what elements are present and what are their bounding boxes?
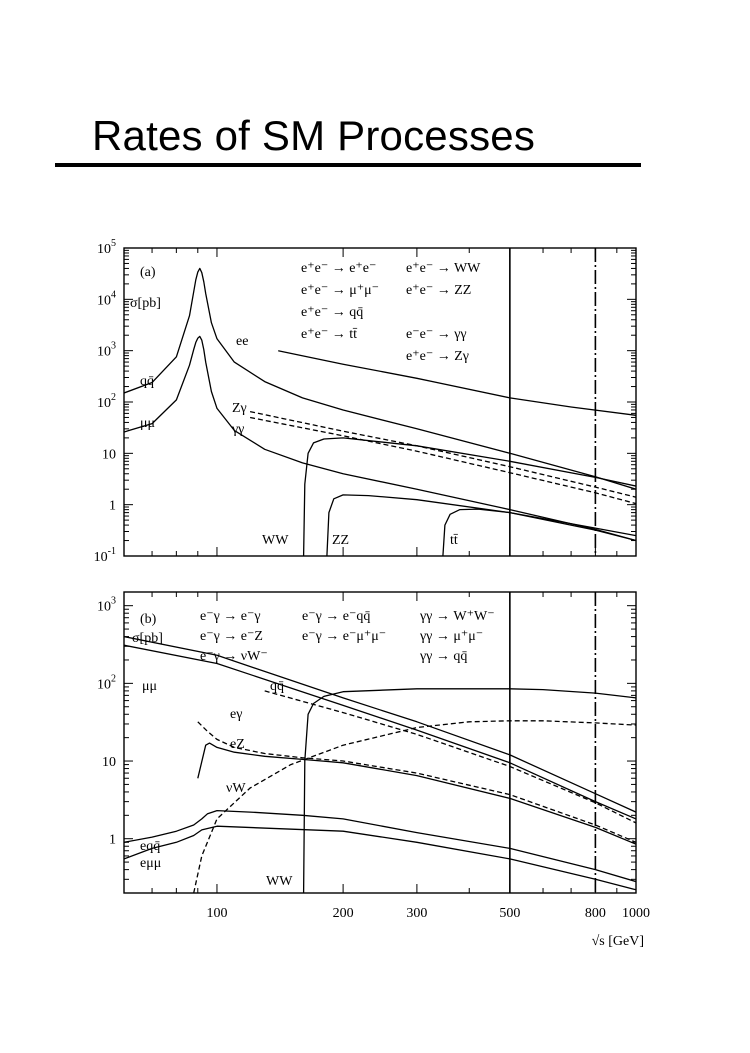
legend-entry: e⁺e⁻ → e⁺e⁻ (301, 261, 377, 276)
legend-entry: γγ → W⁺W⁻ (420, 609, 495, 624)
series-label: eμμ (140, 856, 162, 871)
series-label: ee (236, 334, 249, 349)
y-tick-label: $10^2$ (97, 673, 116, 693)
x-axis-label: √s [GeV] (591, 934, 644, 949)
panel-a (94, 238, 636, 565)
x-tick-label: 800 (584, 906, 606, 921)
y-tick-label: $10^5$ (97, 238, 116, 257)
series-label: WW (262, 533, 289, 548)
series-label: μμ (140, 416, 156, 431)
process-legend (301, 261, 481, 364)
legend-entry: e⁻γ → νW⁻ (200, 649, 268, 664)
series-label: ZZ (332, 533, 350, 548)
x-tick-label: 1000 (622, 906, 650, 921)
series-label: eqq̄ (140, 839, 161, 854)
series-label: WW (266, 874, 293, 889)
slide-title: Rates of SM Processes (92, 112, 536, 159)
series-line (250, 418, 636, 504)
series-label: νW (226, 781, 246, 796)
series-labels (140, 679, 293, 889)
series-line (124, 268, 636, 489)
legend-entry: e⁻γ → e⁻qq̄ (302, 609, 371, 624)
series-label: tt̄ (450, 533, 458, 548)
y-tick-label: $10^2$ (97, 392, 116, 411)
legend-entry: e⁻γ → e⁻μ⁺μ⁻ (302, 629, 387, 644)
series-line (304, 689, 636, 893)
legend-entry: e⁺e⁻ → μ⁺μ⁻ (301, 283, 379, 298)
plot-frame (124, 248, 636, 556)
series-label: Zγ (232, 401, 247, 416)
x-axis-ticks (124, 248, 636, 556)
series-group (124, 637, 636, 893)
y-tick-label: 10 (102, 447, 116, 463)
series-line (327, 495, 636, 556)
y-tick-label: $10^3$ (97, 595, 116, 615)
y-tick-label: 1 (109, 498, 116, 514)
legend-entry: e⁺e⁻ → qq̄ (301, 305, 364, 320)
y-tick-labels (97, 596, 116, 848)
legend-entry: e⁻γ → e⁻γ (200, 609, 261, 624)
series-label: eZ (230, 737, 245, 752)
y-axis-label: σ[pb] (130, 296, 161, 311)
series-label: γγ (232, 422, 245, 437)
series-line (198, 743, 636, 844)
series-line (194, 721, 636, 893)
x-tick-labels (206, 906, 650, 921)
series-label: μμ (142, 679, 158, 694)
legend-entry: e⁺e⁻ → tt̄ (301, 327, 357, 342)
series-label: qq̄ (270, 679, 284, 694)
panel-label: (b) (140, 612, 157, 627)
series-line (304, 438, 636, 556)
y-axis-ticks (124, 248, 636, 556)
x-tick-label: 300 (406, 906, 428, 921)
x-tick-label: 500 (499, 906, 521, 921)
panel-b (97, 592, 650, 949)
series-line (124, 645, 636, 819)
legend-entry: e⁻e⁻ → γγ (406, 327, 467, 342)
x-tick-label: 200 (332, 906, 354, 921)
series-label: eγ (230, 707, 243, 722)
y-tick-label: 1 (109, 832, 116, 848)
series-group (124, 268, 636, 556)
y-tick-label: $10^3$ (97, 340, 116, 360)
legend-entry: γγ → μ⁺μ⁻ (420, 629, 484, 644)
series-label: qq̄ (140, 374, 154, 389)
legend-entry: e⁺e⁻ → Zγ (406, 349, 469, 364)
series-line (265, 691, 636, 823)
panel-label: (a) (140, 265, 156, 280)
y-tick-labels (94, 238, 116, 565)
legend-entry: e⁺e⁻ → WW (406, 261, 481, 276)
y-axis-label: σ[pb] (132, 631, 163, 646)
y-tick-label: 10 (102, 755, 116, 771)
legend-entry: e⁺e⁻ → ZZ (406, 283, 472, 298)
series-labels (140, 334, 459, 548)
y-tick-label: $10^4$ (97, 289, 116, 309)
x-tick-label: 100 (206, 906, 228, 921)
legend-entry: γγ → qq̄ (420, 649, 468, 664)
legend-entry: e⁻γ → e⁻Z (200, 629, 263, 644)
y-tick-label: $10^{-1}$ (93, 546, 116, 565)
process-legend (200, 609, 495, 664)
